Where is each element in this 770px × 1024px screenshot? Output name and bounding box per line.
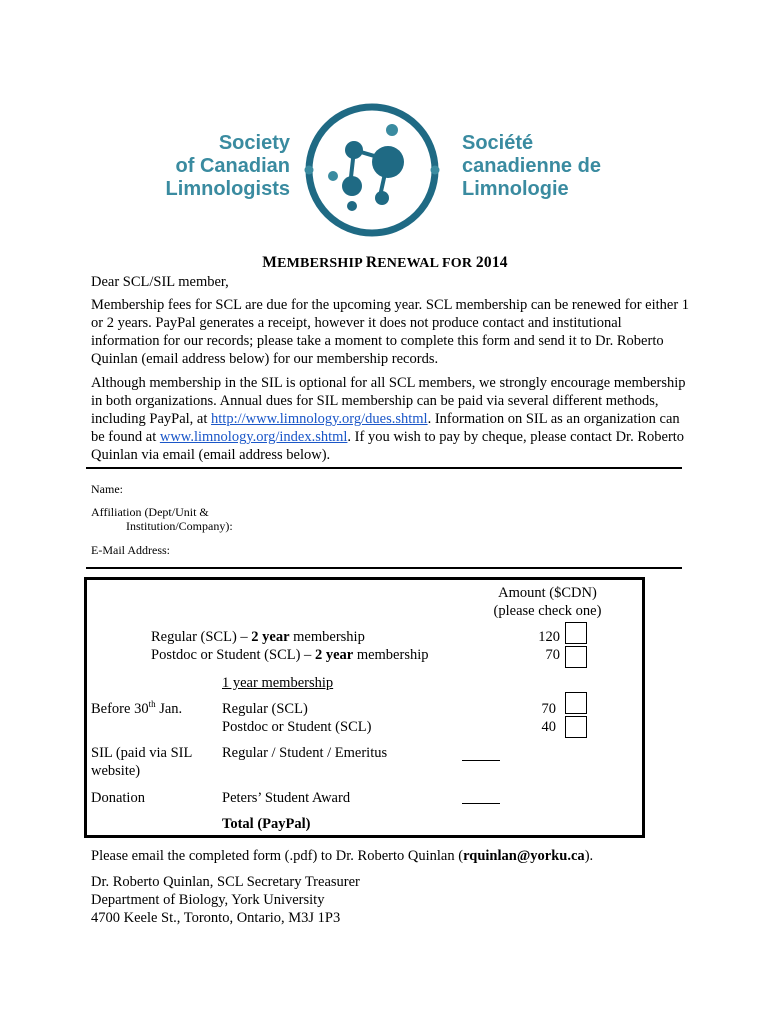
donation-amount-blank[interactable] (462, 803, 500, 804)
amount-header-line: Amount ($CDN) (498, 585, 597, 601)
fee-amount: 120 (538, 629, 560, 645)
affiliation-field-label: Affiliation (Dept/Unit & (91, 505, 209, 519)
fee-row-student-2yr: Postdoc or Student (SCL) – 2 year membership (151, 647, 429, 663)
title-year: 2014 (475, 254, 508, 271)
scl-logo-icon (300, 94, 444, 246)
fee-row-regular-1yr: Regular (SCL) (222, 701, 308, 717)
title-part: ENEWAL FOR (377, 256, 476, 271)
email-instruction: Please email the completed form (.pdf) to Dr. Roberto Quinlan (rquinlan@yorku.ca). (91, 848, 594, 864)
regular-2yr-checkbox[interactable] (565, 622, 587, 644)
logo-english-line: Limnologists (165, 178, 290, 200)
logo-english-name (150, 132, 290, 201)
email-field-label: E-Mail Address: (91, 543, 170, 557)
divider (86, 567, 682, 569)
contact-email: rquinlan@yorku.ca (463, 848, 585, 864)
logo-french-line: canadienne de (462, 155, 601, 177)
address-line: Department of Biology, York University (91, 892, 325, 908)
sil-text: . Information on SIL as an organization can be found at (91, 411, 680, 445)
sil-text: Although membership in the SIL is optional for all SCL members, we strongly encourage membership in both organizations. Annual dues for SIL membership can be paid via several different methods, including PayPal, at (91, 375, 686, 427)
name-field-label: Name: (91, 482, 123, 496)
logo-french-line: Société (462, 132, 534, 154)
title-initial-r: R (365, 254, 378, 271)
amount-header (470, 584, 625, 620)
affiliation-field-label-2: Institution/Company): (126, 519, 233, 533)
title-initial-m: M (262, 254, 278, 271)
mailing-address (91, 873, 691, 927)
address-line: 4700 Keele St., Toronto, Ontario, M3J 1P3 (91, 910, 341, 926)
sil-text: . If you wish to pay by cheque, please contact Dr. Roberto Quinlan via email (email address below). (91, 429, 685, 463)
fee-amount: 70 (545, 647, 560, 663)
page-title (0, 254, 770, 272)
sil-fee-item: Regular / Student / Emeritus (222, 745, 388, 761)
amount-header-line: (please check one) (493, 603, 602, 619)
regular-1yr-checkbox[interactable] (565, 692, 587, 714)
logo-french-line: Limnologie (462, 178, 569, 200)
before-date-label: Before 30th Jan. (91, 699, 183, 717)
fee-amount: 70 (541, 701, 556, 717)
sil-amount-blank[interactable] (462, 760, 500, 761)
sil-info-link[interactable]: www.limnology.org/index.shtml (159, 429, 348, 445)
one-year-heading: 1 year membership (222, 675, 334, 691)
paragraph-sil (91, 374, 691, 464)
sil-dues-link[interactable]: http://www.limnology.org/dues.shtml (211, 411, 428, 427)
student-1yr-checkbox[interactable] (565, 716, 587, 738)
sil-label: SIL (paid via SIL website) (91, 745, 193, 779)
logo-english-line: Society (218, 132, 290, 154)
student-2yr-checkbox[interactable] (565, 646, 587, 668)
paragraph-fees: Membership fees for SCL are due for the upcoming year. SCL membership can be renewed for either 1 or 2 years. PayPal generates a receipt, however it does not produce contact and institutional information for our records; please take a moment to complete this form and send it to Dr. Roberto Quinlan (email address below) for our membership records. (91, 297, 690, 367)
fee-amount: 40 (541, 719, 556, 735)
address-line: Dr. Roberto Quinlan, SCL Secretary Treasurer (91, 874, 360, 890)
logo-english-line: of Canadian (175, 155, 290, 177)
fee-row-student-1yr: Postdoc or Student (SCL) (222, 719, 372, 735)
donation-label: Donation (91, 790, 145, 806)
greeting: Dear SCL/SIL member, (91, 274, 229, 290)
divider (86, 467, 682, 469)
total-label: Total (PayPal) (222, 816, 311, 832)
fee-row-regular-2yr: Regular (SCL) – 2 year membership (151, 629, 365, 645)
donation-item: Peters’ Student Award (222, 790, 351, 806)
title-part: EMBERSHIP (277, 256, 366, 271)
logo-french-name (462, 132, 662, 201)
